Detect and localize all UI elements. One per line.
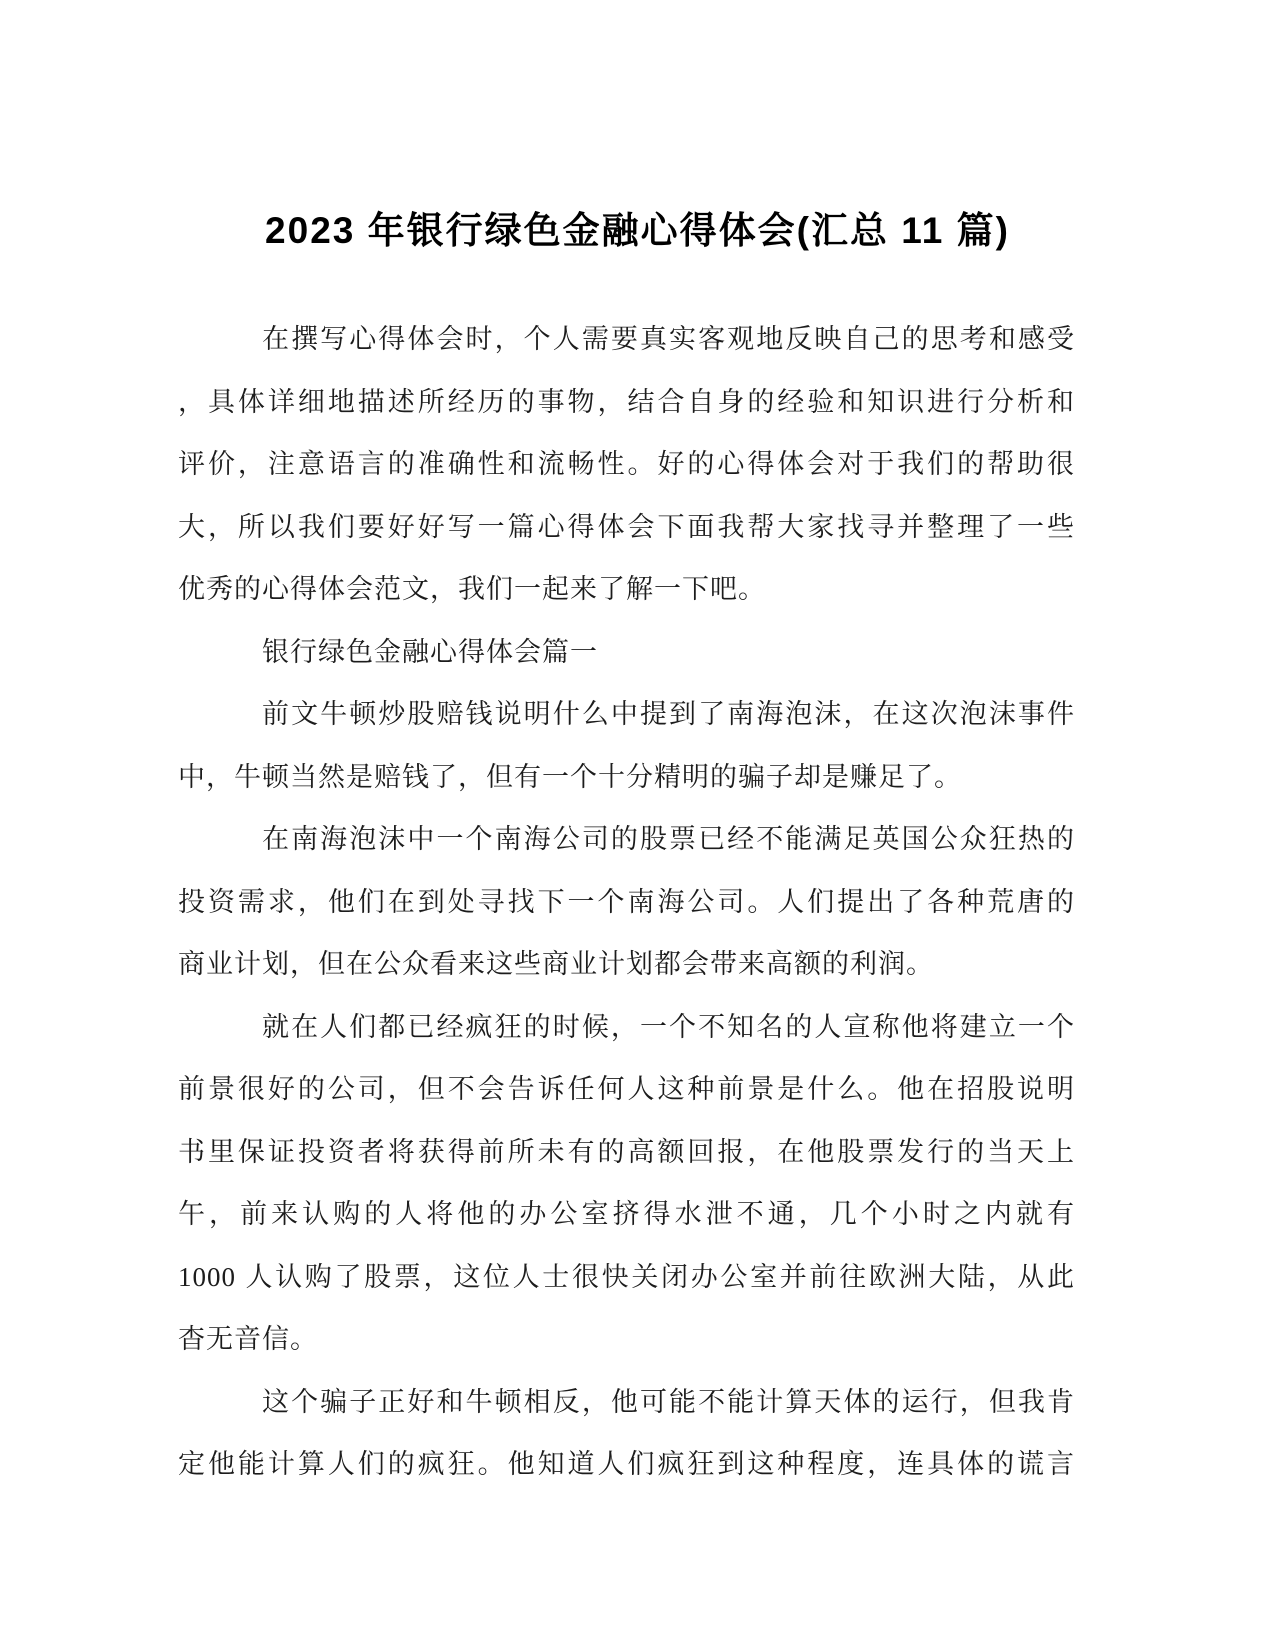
text-line: 前景很好的公司，但不会告诉任何人这种前景是什么。他在招股说明	[178, 1074, 1075, 1104]
text-line: 前文牛顿炒股赔钱说明什么中提到了南海泡沫，在这次泡沫事件	[262, 699, 1075, 729]
text-line: ，具体详细地描述所经历的事物，结合自身的经验和知识进行分析和	[178, 386, 1075, 417]
document-body	[178, 308, 1075, 1496]
text-line: 投资需求，他们在到处寻找下一个南海公司。人们提出了各种荒唐的	[178, 886, 1075, 917]
text-line: 中，牛顿当然是赔钱了，但有一个十分精明的骗子却是赚足了。	[178, 761, 962, 792]
text-line: 这个骗子正好和牛顿相反，他可能不能计算天体的运行，但我肯	[262, 1386, 1075, 1417]
document-title: 2023 年银行绿色金融心得体会(汇总 11 篇)	[265, 210, 1010, 251]
text-line: 就在人们都已经疯狂的时候，一个不知名的人宣称他将建立一个	[262, 1011, 1075, 1042]
text-line: 在撰写心得体会时，个人需要真实客观地反映自己的思考和感受	[262, 324, 1075, 354]
text-line: 杳无音信。	[178, 1324, 318, 1354]
text-line: 商业计划，但在公众看来这些商业计划都会带来高额的利润。	[178, 949, 934, 979]
text-line: 定他能计算人们的疯狂。他知道人们疯狂到这种程度，连具体的谎言	[178, 1449, 1075, 1479]
text-line: 午，前来认购的人将他的办公室挤得水泄不通，几个小时之内就有	[178, 1199, 1075, 1229]
text-line: 1000 人认购了股票，这位人士很快关闭办公室并前往欧洲大陆，从此	[178, 1261, 1075, 1292]
text-line: 在南海泡沫中一个南海公司的股票已经不能满足英国公众狂热的	[262, 824, 1075, 854]
text-line: 优秀的心得体会范文，我们一起来了解一下吧。	[178, 574, 766, 604]
text-line: 银行绿色金融心得体会篇一	[262, 636, 598, 667]
text-line: 大，所以我们要好好写一篇心得体会下面我帮大家找寻并整理了一些	[178, 511, 1075, 542]
text-line: 书里保证投资者将获得前所未有的高额回报，在他股票发行的当天上	[178, 1136, 1075, 1167]
text-line: 评价，注意语言的准确性和流畅性。好的心得体会对于我们的帮助很	[178, 449, 1075, 479]
